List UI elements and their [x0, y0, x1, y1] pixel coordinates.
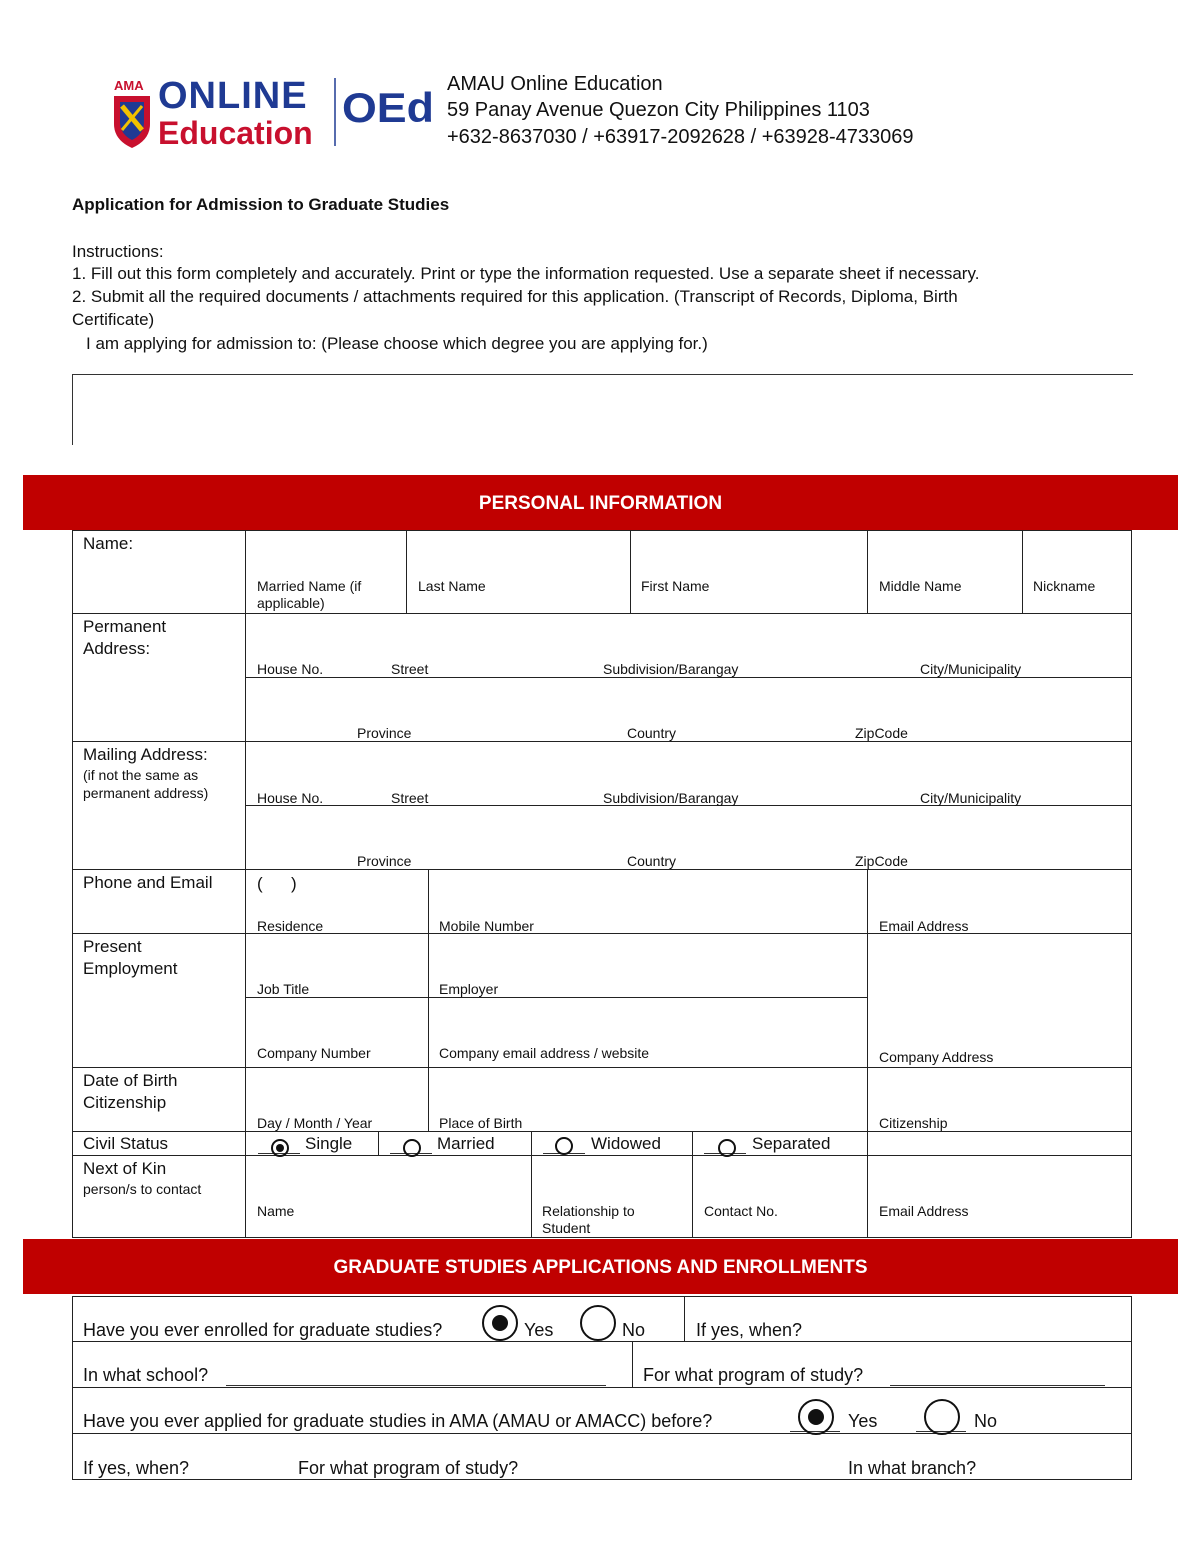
enrolled-question: Have you ever enrolled for graduate studies?: [83, 1320, 443, 1340]
instruction-item-1: 1. Fill out this form completely and accurately. Print or type the information requested. Use a separate sheet if necessary.: [72, 264, 980, 283]
company-email-field[interactable]: Company email address / website: [439, 1045, 650, 1061]
last-name-field[interactable]: Last Name: [418, 578, 486, 594]
civil-widowed-label: Widowed: [591, 1134, 661, 1153]
kin-email-field[interactable]: Email Address: [879, 1203, 969, 1219]
permanent-address-label-2: Address:: [83, 639, 151, 658]
org-address: 59 Panay Avenue Quezon City Philippines 1103: [447, 99, 870, 121]
mail-street-field[interactable]: Street: [391, 790, 429, 806]
email-address-field[interactable]: Email Address: [879, 918, 969, 934]
employer-field[interactable]: Employer: [439, 981, 499, 997]
civil-married-label: Married: [437, 1134, 495, 1153]
applied-yes-radio[interactable]: [798, 1399, 834, 1435]
mail-country-field[interactable]: Country: [627, 853, 677, 869]
date-of-birth-field[interactable]: Day / Month / Year: [257, 1115, 373, 1131]
company-address-field[interactable]: Company Address: [879, 1049, 994, 1065]
perm-province-field[interactable]: Province: [357, 725, 412, 741]
personal-info-header: PERSONAL INFORMATION: [23, 475, 1178, 530]
svg-text:ONLINE: ONLINE: [158, 75, 308, 117]
kin-relationship-field-2: Student: [542, 1220, 591, 1236]
mail-province-field[interactable]: Province: [357, 853, 412, 869]
first-name-field[interactable]: First Name: [641, 578, 710, 594]
perm-house-field[interactable]: House No.: [257, 661, 324, 677]
birth-label: Date of Birth: [83, 1071, 178, 1090]
civil-married-radio[interactable]: [403, 1139, 421, 1157]
civil-single-label: Single: [305, 1134, 353, 1153]
place-of-birth-field[interactable]: Place of Birth: [439, 1115, 523, 1131]
mail-zip-field[interactable]: ZipCode: [855, 853, 908, 869]
kin-relationship-field[interactable]: Relationship to: [542, 1203, 635, 1219]
kin-contact-field[interactable]: Contact No.: [704, 1203, 778, 1219]
employment-label: Present: [83, 937, 142, 956]
mobile-number-field[interactable]: Mobile Number: [439, 918, 534, 934]
middle-name-field[interactable]: Middle Name: [879, 578, 962, 594]
perm-subdivision-field[interactable]: Subdivision/Barangay: [603, 661, 739, 677]
citizenship-field[interactable]: Citizenship: [879, 1115, 948, 1131]
applied-branch-field[interactable]: In what branch?: [848, 1458, 977, 1478]
permanent-address-label: Permanent: [83, 617, 167, 636]
citizenship-label: Citizenship: [83, 1093, 167, 1112]
mail-subdivision-field[interactable]: Subdivision/Barangay: [603, 790, 739, 806]
next-of-kin-note: person/s to contact: [83, 1181, 202, 1197]
enrolled-yes-radio[interactable]: [482, 1305, 518, 1341]
civil-single-radio[interactable]: [271, 1139, 289, 1157]
married-name-field[interactable]: Married Name (if applicable): [257, 578, 362, 611]
svg-text:AMA: AMA: [114, 78, 144, 93]
instructions-heading: Instructions:: [72, 242, 164, 261]
mailing-address-note: (if not the same as: [83, 767, 199, 783]
enrolled-when-field[interactable]: If yes, when?: [696, 1320, 803, 1340]
perm-country-field[interactable]: Country: [627, 725, 677, 741]
perm-street-field[interactable]: Street: [391, 661, 429, 677]
shield-icon: [114, 96, 150, 148]
svg-text:Education: Education: [158, 115, 313, 150]
org-name: AMAU Online Education: [447, 73, 663, 95]
phone-email-label: Phone and Email: [83, 873, 213, 892]
civil-status-label: Civil Status: [83, 1134, 169, 1153]
residence-phone-field[interactable]: Residence: [257, 918, 324, 934]
applied-when-field[interactable]: If yes, when?: [83, 1458, 190, 1478]
mail-city-field[interactable]: City/Municipality: [920, 790, 1022, 806]
enrolled-no-radio[interactable]: [580, 1305, 616, 1341]
instruction-item-2: 2. Submit all the required documents / attachments required for this application. (Transcript of Records, Diploma, Birth: [72, 287, 958, 306]
name-label: Name:: [83, 534, 134, 553]
ama-online-education-logo: [110, 74, 440, 150]
school-field[interactable]: In what school?: [83, 1365, 209, 1385]
applied-yes-label: Yes: [848, 1411, 878, 1431]
svg-text:OEd: OEd: [342, 84, 434, 131]
perm-city-field[interactable]: City/Municipality: [920, 661, 1022, 677]
civil-separated-radio[interactable]: [718, 1139, 736, 1157]
kin-name-field[interactable]: Name: [257, 1203, 295, 1219]
applied-ama-question: Have you ever applied for graduate studies in AMA (AMAU or AMACC) before?: [83, 1411, 713, 1431]
employment-label-2: Employment: [83, 959, 178, 978]
mailing-address-label: Mailing Address:: [83, 745, 208, 764]
applying-for-prompt: I am applying for admission to: (Please choose which degree you are applying for.): [86, 334, 708, 353]
org-phones: +632-8637030 / +63917-2092628 / +63928-4733069: [447, 126, 914, 148]
perm-zip-field[interactable]: ZipCode: [855, 725, 908, 741]
company-number-field[interactable]: Company Number: [257, 1045, 371, 1061]
applied-program-field[interactable]: For what program of study?: [298, 1458, 519, 1478]
area-code-parens: ( ): [257, 874, 297, 893]
graduate-studies-header: GRADUATE STUDIES APPLICATIONS AND ENROLLMENTS: [23, 1239, 1178, 1294]
program-field[interactable]: For what program of study?: [643, 1365, 864, 1385]
mail-house-field[interactable]: House No.: [257, 790, 324, 806]
applied-no-radio[interactable]: [924, 1399, 960, 1435]
mailing-address-note-2: permanent address): [83, 785, 209, 801]
civil-widowed-radio[interactable]: [555, 1137, 573, 1155]
next-of-kin-label: Next of Kin: [83, 1159, 167, 1178]
nickname-field[interactable]: Nickname: [1033, 578, 1096, 594]
civil-separated-label: Separated: [752, 1134, 831, 1153]
instruction-item-2-cont: Certificate): [72, 310, 155, 329]
applied-no-label: No: [974, 1411, 998, 1431]
degree-choice-field[interactable]: [72, 374, 1133, 445]
enrolled-no-label: No: [622, 1320, 646, 1340]
enrolled-yes-label: Yes: [524, 1320, 554, 1340]
form-title: Application for Admission to Graduate Studies: [72, 195, 450, 214]
job-title-field[interactable]: Job Title: [257, 981, 310, 997]
